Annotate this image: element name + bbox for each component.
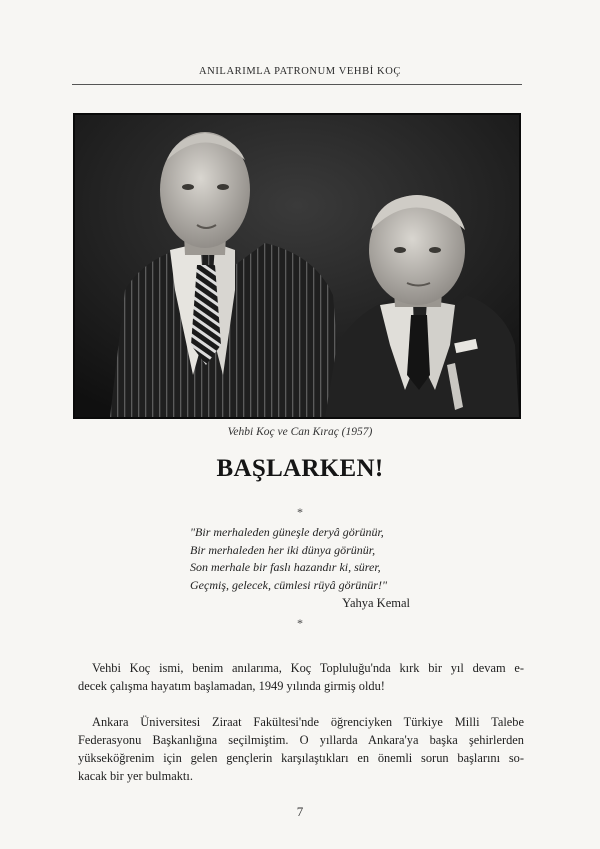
- section-title: BAŞLARKEN!: [216, 455, 384, 482]
- asterisk-separator-bottom: *: [297, 616, 303, 630]
- photo-caption: Vehbi Koç ve Can Kıraç (1957): [227, 426, 373, 438]
- photo-illustration: [75, 115, 519, 417]
- page-number: 7: [296, 804, 304, 819]
- body-paragraph-2: [78, 713, 524, 785]
- paragraph-line: yükseköğrenim için gelen gençlerin karşılaştıkları en önemli sorun başlarını so-: [78, 751, 524, 765]
- poem-line: Son merhale bir faslı hazandır ki, sürer,: [190, 560, 381, 575]
- running-header: ANILARIMLA PATRONUM VEHBİ KOÇ: [198, 66, 402, 77]
- poem-author: Yahya Kemal: [342, 596, 410, 610]
- paragraph-line: Vehbi Koç ismi, benim anılarıma, Koç Topluluğu'nda kırk bir yıl devam e-: [92, 661, 524, 675]
- paragraph-line: Federasyonu Başkanlığına seçilmiştim. O yıllarda Ankara'ya başka şehirlerden: [78, 733, 524, 747]
- paragraph-line: kacak bir yer bulmaktı.: [78, 769, 193, 783]
- body-paragraph-1: [78, 659, 524, 695]
- portrait-photo: [73, 113, 521, 419]
- poem-line: Bir merhaleden her iki dünya görünür,: [190, 542, 376, 557]
- poem-line: Geçmiş, gelecek, cümlesi rüyâ görünür!": [190, 577, 387, 592]
- poem-line: "Bir merhaleden güneşle deryâ görünür,: [190, 525, 384, 539]
- paragraph-line: decek çalışma hayatım başlamadan, 1949 yılında girmiş oldu!: [78, 679, 385, 693]
- header-rule: [72, 84, 522, 85]
- poem-quote: [190, 524, 420, 594]
- paragraph-line: Ankara Üniversitesi Ziraat Fakültesi'nde öğrenciyken Türkiye Milli Talebe: [92, 715, 524, 729]
- asterisk-separator-top: *: [297, 505, 303, 519]
